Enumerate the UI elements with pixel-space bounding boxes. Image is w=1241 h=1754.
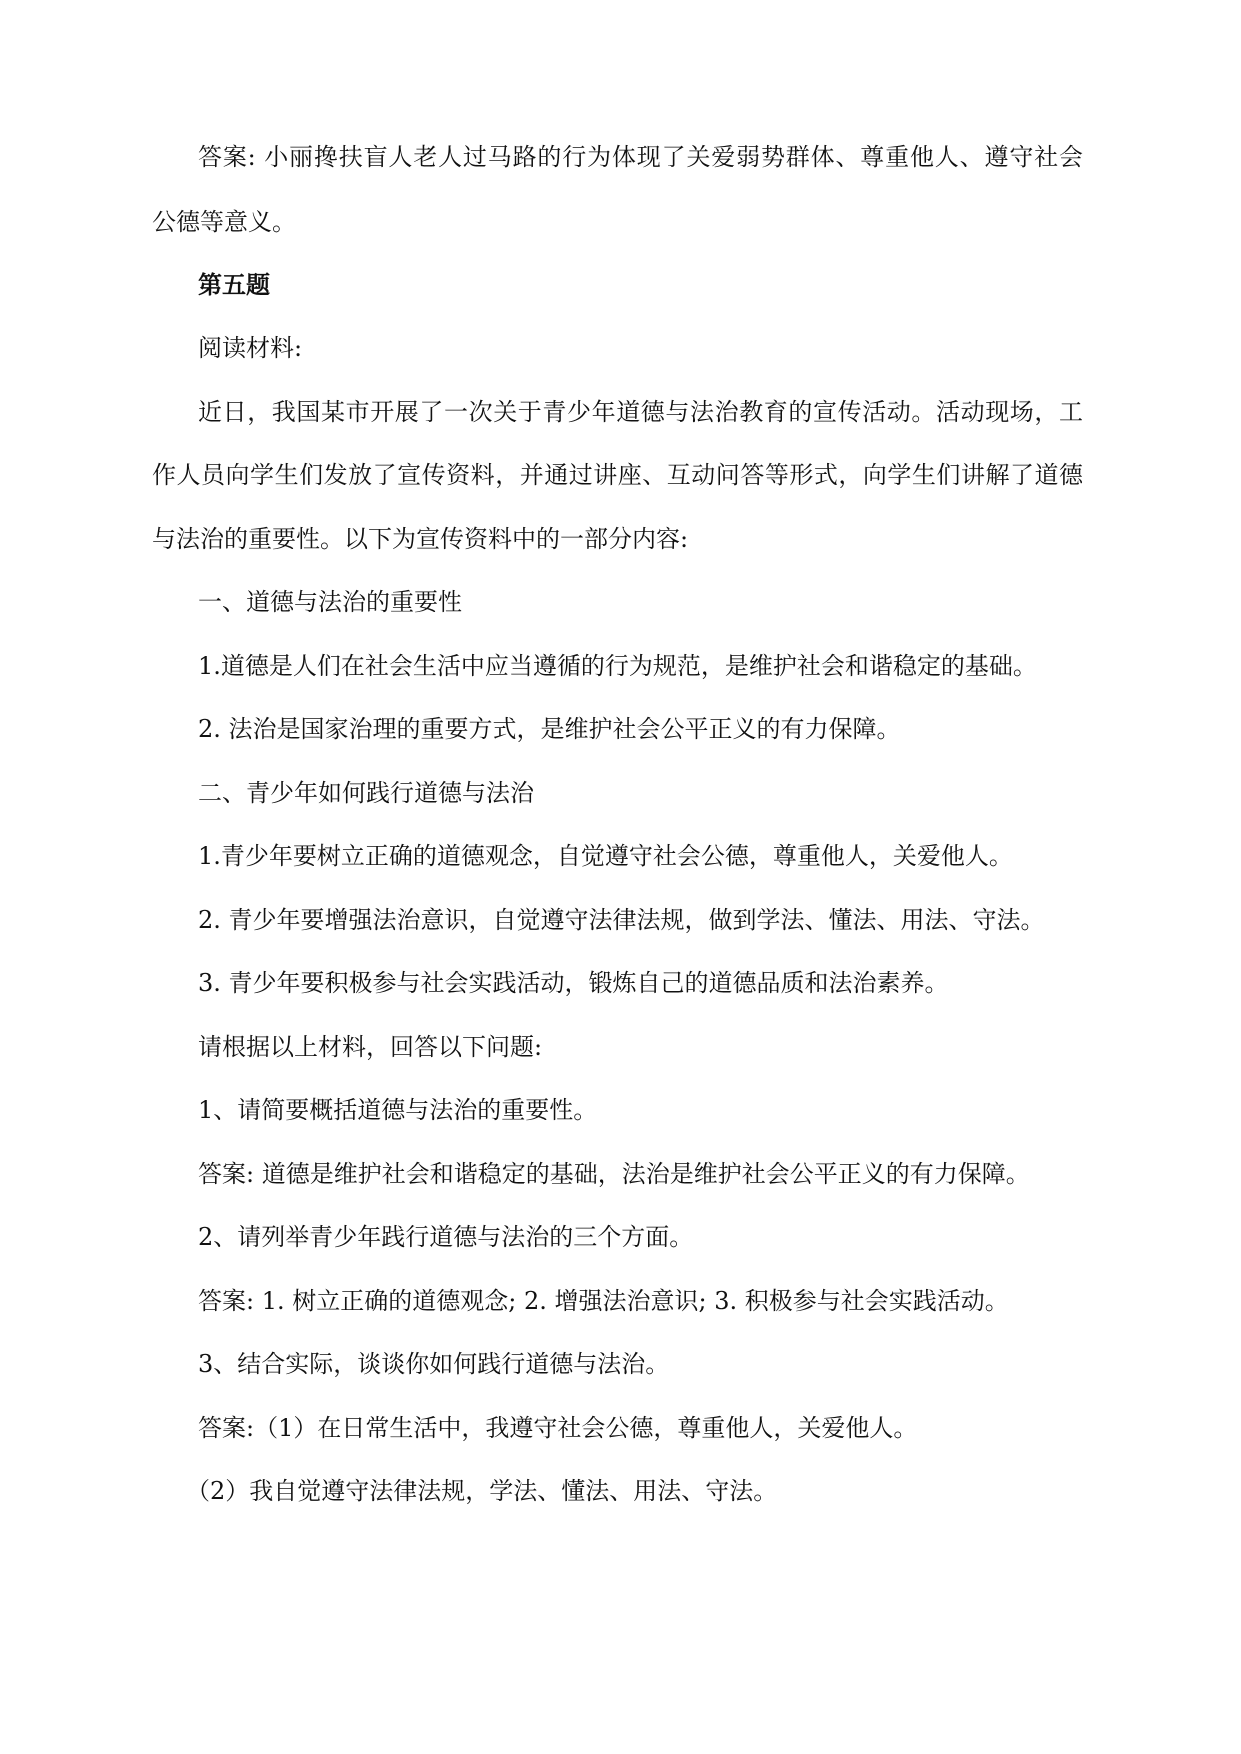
paragraph-line-3: 与法治的重要性。以下为宣传资料中的一部分内容: bbox=[152, 525, 689, 553]
list-item: 2. 法治是国家治理的重要方式，是维护社会公平正义的有力保障。 bbox=[198, 715, 901, 743]
question-heading: 第五题 bbox=[198, 270, 270, 299]
answer-3-part-2: （2）我自觉遵守法律法规，学法、懂法、用法、守法。 bbox=[186, 1477, 778, 1505]
answer-2: 答案: 1. 树立正确的道德观念; 2. 增强法治意识; 3. 积极参与社会实践活动。 bbox=[198, 1287, 1009, 1315]
question-1: 1、请简要概括道德与法治的重要性。 bbox=[198, 1096, 598, 1124]
answer-3-part-1: 答案:（1）在日常生活中，我遵守社会公德，尊重他人，关爱他人。 bbox=[198, 1414, 918, 1442]
list-item: 1.道德是人们在社会生活中应当遵循的行为规范，是维护社会和谐稳定的基础。 bbox=[198, 652, 1037, 680]
list-item: 1.青少年要树立正确的道德观念，自觉遵守社会公德，尊重他人，关爱他人。 bbox=[198, 842, 1013, 870]
list-item: 3. 青少年要积极参与社会实践活动，锻炼自己的道德品质和法治素养。 bbox=[198, 969, 949, 997]
question-2: 2、请列举青少年践行道德与法治的三个方面。 bbox=[198, 1223, 694, 1251]
answer-1: 答案: 道德是维护社会和谐稳定的基础，法治是维护社会公平正义的有力保障。 bbox=[198, 1160, 1030, 1188]
question-prompt: 请根据以上材料，回答以下问题: bbox=[198, 1033, 543, 1061]
paragraph-line-1: 近日，我国某市开展了一次关于青少年道德与法治教育的宣传活动。活动现场，工 bbox=[198, 398, 1083, 426]
list-item: 2. 青少年要增强法治意识，自觉遵守法律法规，做到学法、懂法、用法、守法。 bbox=[198, 906, 1045, 934]
section-heading-1: 一、道德与法治的重要性 bbox=[198, 588, 462, 616]
paragraph-line-2: 作人员向学生们发放了宣传资料，并通过讲座、互动问答等形式，向学生们讲解了道德 bbox=[152, 461, 1083, 489]
question-3: 3、结合实际，谈谈你如何践行道德与法治。 bbox=[198, 1350, 670, 1378]
section-heading-2: 二、青少年如何践行道德与法治 bbox=[198, 779, 534, 807]
reading-material-label: 阅读材料: bbox=[198, 334, 303, 362]
answer-line-2: 公德等意义。 bbox=[152, 208, 296, 236]
answer-line-1: 答案: 小丽搀扶盲人老人过马路的行为体现了关爱弱势群体、尊重他人、遵守社会 bbox=[198, 143, 1083, 171]
